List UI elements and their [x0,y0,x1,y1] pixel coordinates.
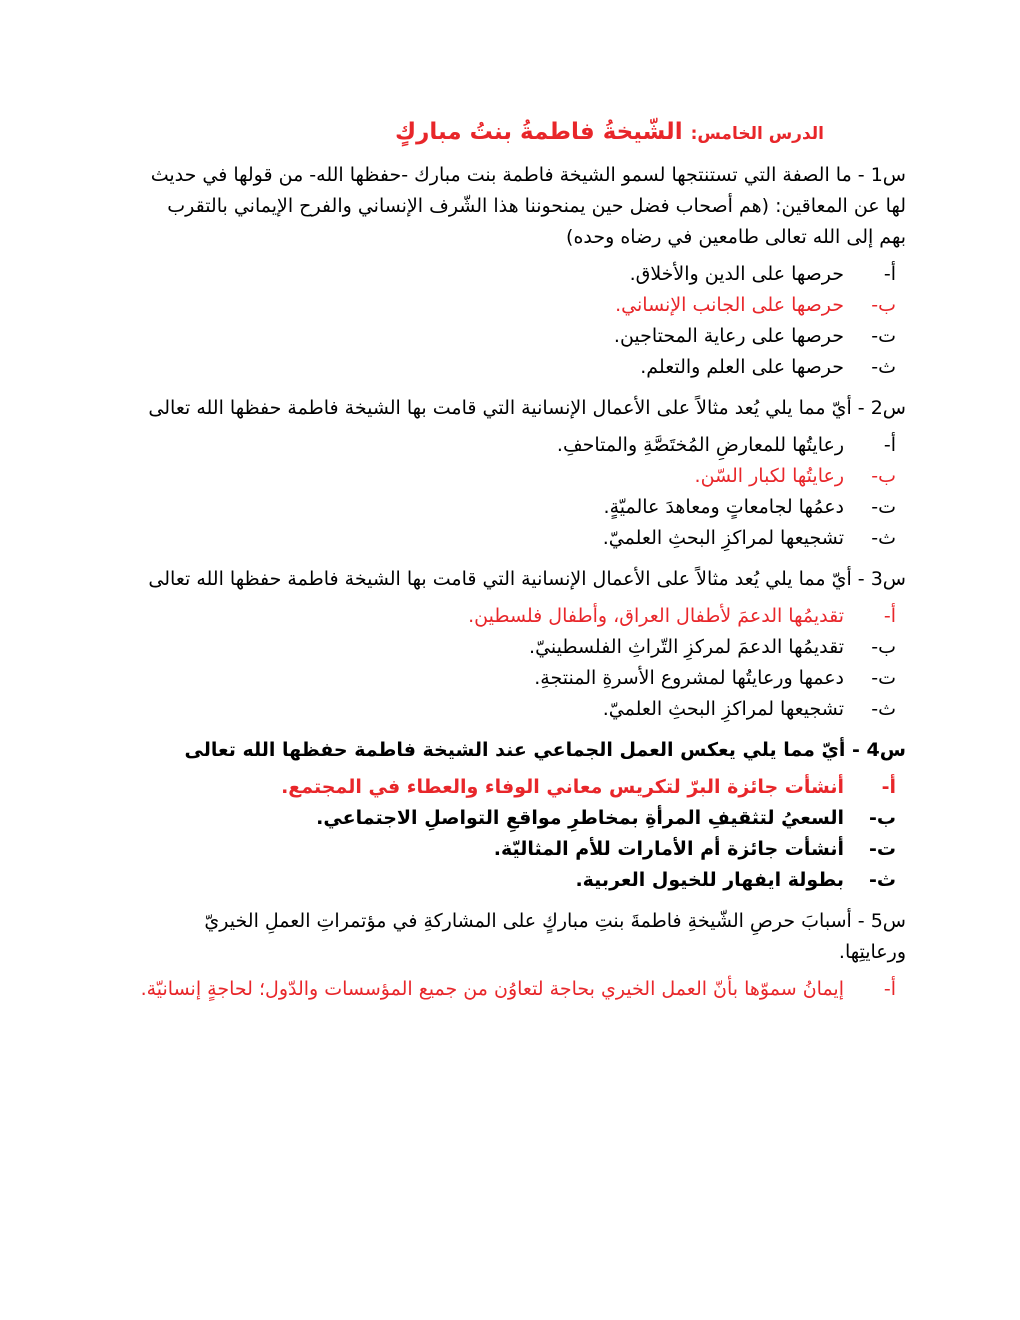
option-letter: أ- [883,263,896,285]
question-4-options [138,772,906,896]
option-text: حرصها على العلم والتعلم. [640,356,844,378]
option-text: حرصها على الجانب الإنساني. [615,294,844,316]
option-letter: ت- [871,496,896,518]
option-text: رعايتُها للمعارضِ المُختَصَّةِ والمتاحفِ. [556,434,844,456]
option [138,694,896,725]
option-text: تشجيعها لمراكزِ البحثِ العلميّ. [602,527,844,549]
option [138,492,896,523]
option-letter: أ- [883,434,896,456]
option-letter: أ- [883,605,896,627]
option-letter: ت- [871,667,896,689]
option-text: تشجيعها لمراكزِ البحثِ العلميّ. [602,698,844,720]
question-2: س2 - أيّ مما يلي يُعد مثالاً على الأعمال الإنسانية التي قامت بها الشيخة فاطمة حفظها الله تعالى [148,397,906,419]
option-letter: ث- [871,356,896,378]
option-letter: ت- [869,838,896,860]
question-1-options [138,259,906,383]
correct-option [138,601,896,632]
option-letter: ب- [871,294,896,316]
question-5-options [138,974,906,1005]
question-5: س5 - أسبابَ حرصِ الشّيخةِ فاطمةَ بنتِ مباركٍ على المشاركةِ في مؤتمراتِ العملِ الخيريّ ورعايتِها. [204,910,906,963]
option [138,523,896,554]
question-3-options [138,601,906,725]
option [138,321,896,352]
option-text: إيمانُ سموّها بأنّ العمل الخيري بحاجة لتعاوُن من جميع المؤسسات والدّول؛ لحاجةٍ إنسانيّة. [140,978,844,1000]
option-letter: ث- [871,527,896,549]
option [138,632,896,663]
lesson-title-main: الشّيخةُ فاطمةُ بنتُ مباركٍ [395,119,683,145]
option-letter: ب- [871,465,896,487]
option [138,352,896,383]
option-letter: ت- [871,325,896,347]
option-text: بطولة ايفهار للخيول العربية. [575,869,844,891]
lesson-title-prefix: الدرس الخامس: [690,124,824,144]
option-text: أنشأت جائزة البرّ لتكريس معاني الوفاء والعطاء في المجتمع. [281,776,844,798]
option-letter: أ- [883,978,896,1000]
lesson-title [138,112,906,154]
option-text: السعيُ لتثقيفِ المرأةِ بمخاطرِ مواقعِ التواصلِ الاجتماعي. [316,807,844,829]
worksheet-content [138,112,906,1015]
option-letter: ب- [871,636,896,658]
option-text: تقديمُها الدعمَ لمركزِ التّراثِ الفلسطينيّ. [529,636,844,658]
option-text: رعايتُها لكبار السّن. [694,465,844,487]
option-text: حرصها على الدين والأخلاق. [629,263,844,285]
option [138,834,896,865]
option-letter: أ- [881,776,896,798]
option-letter: ث- [871,698,896,720]
option [138,865,896,896]
question-4: س4 - أيّ مما يلي يعكس العمل الجماعي عند الشيخة فاطمة حفظها الله تعالى [184,739,906,761]
option-text: تقديمُها الدعمَ لأطفال العراق، وأطفال فلسطين. [468,605,844,627]
correct-option [138,461,896,492]
option [138,430,896,461]
option-text: دعمها ورعايتُها لمشروع الأسرةِ المنتجةِ. [534,667,844,689]
correct-option [138,772,896,803]
option-text: حرصها على رعاية المحتاجين. [613,325,844,347]
option [138,803,896,834]
question-2-options [138,430,906,554]
option-letter: ث- [869,869,896,891]
question-3: س3 - أيّ مما يلي يُعد مثالاً على الأعمال الإنسانية التي قامت بها الشيخة فاطمة حفظها الله تعالى [148,568,906,590]
question-1: س1 - ما الصفة التي تستنتجها لسمو الشيخة فاطمة بنت مبارك -حفظها الله- من قولها في حديث لها عن المعاقين: (هم أصحاب فضل حين يمنحوننا هذا الشّرف الإنساني والفرح الإيماني بالتقرب بهم إلى الله تعالى طامعين في رضاه وحده) [150,164,906,248]
correct-option [138,290,896,321]
option [138,259,896,290]
option [138,663,896,694]
option-text: أنشأت جائزة أم الأمارات للأم المثاليّة. [493,838,844,860]
correct-option [138,974,896,1005]
option-text: دعمُها لجامعاتٍ ومعاهدَ عالميّةٍ. [603,496,844,518]
option-letter: ب- [869,807,896,829]
